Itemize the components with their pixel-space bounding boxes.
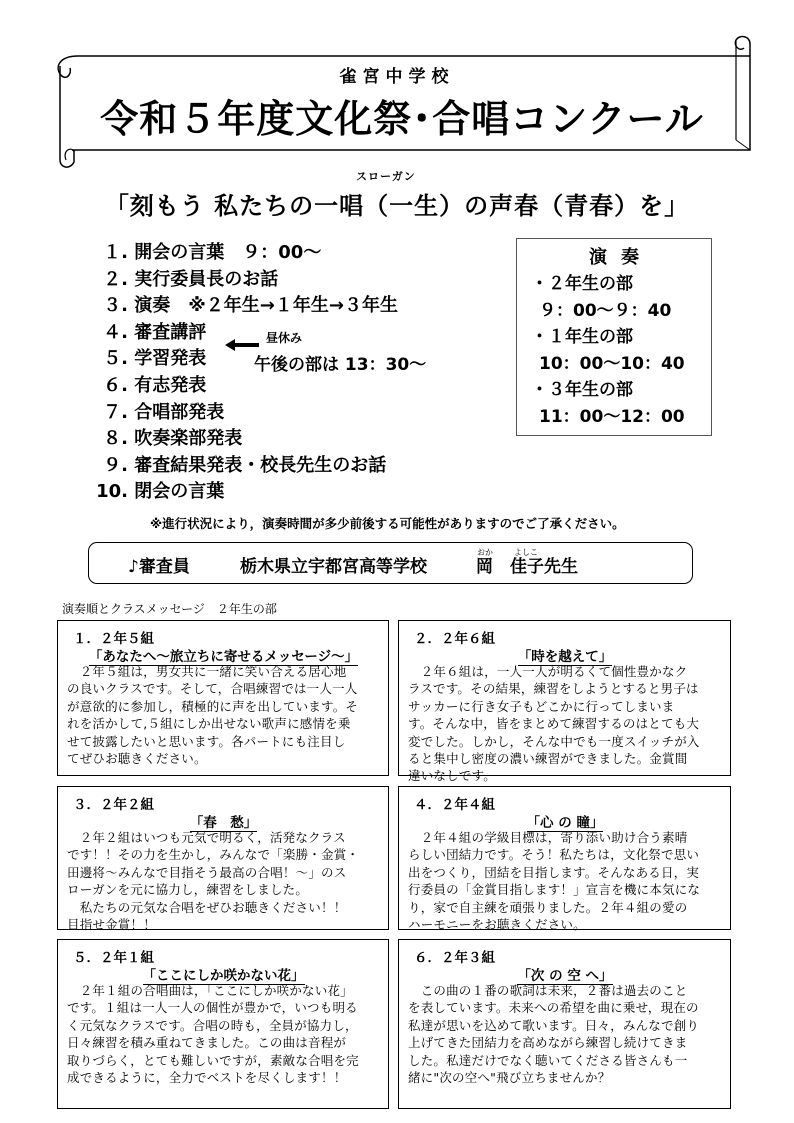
class-card	[57, 786, 389, 933]
performance-line: ・３年生の部	[531, 380, 633, 400]
afternoon-start: 午後の部は 13：30～	[254, 355, 427, 375]
performance-line: ・２年生の部	[531, 274, 633, 294]
program-item: ３. 演奏 ※２年生→１年生→３年生	[103, 295, 398, 317]
program-item: ５. 学習発表	[103, 348, 207, 370]
class-card	[57, 939, 389, 1109]
performance-line: ・１年生の部	[531, 327, 633, 347]
program-item: ６. 有志発表	[103, 374, 207, 396]
program-item: ９. 審査結果発表・校長先生のお話	[103, 454, 387, 476]
program-item: ２. 実行委員長のお話	[103, 268, 279, 290]
school-name: 雀宮中学校	[339, 67, 455, 87]
song-title: 「次 の 空 へ」	[517, 968, 613, 984]
judge-surname-ruby: おか	[477, 548, 493, 557]
performance-schedule	[516, 238, 712, 436]
song-title: 「ここにしか咲かない花」	[142, 968, 305, 984]
class-heading: １．２年５組	[73, 631, 154, 647]
program-item: ７. 合唱部発表	[103, 401, 225, 423]
class-heading: ６．２年３組	[414, 950, 495, 966]
performance-line: ９：00～９：40	[539, 300, 672, 321]
song-title: 「時を越えて」	[517, 649, 613, 665]
class-message: ２年６組は，一人一人が明るくて個性豊かなク ラスです。その結果，練習をしようとすると男子は サッカーに行き女子もどこかに行ってしまいま す。そんな中，皆をまとめて練習するのはとても大 変でした。しかし，そんな中でも一度スイッチが入 ると集中し密度の濃い練習ができました。金賞間 違いなしです。	[408, 664, 700, 784]
page-title: 令和５年度文化祭･合唱コンクール	[100, 96, 704, 141]
song-title: 「心 の 瞳」	[526, 815, 604, 831]
class-message: ２年２組はいつも元気で明るく，活発なクラス です！！その力を生かし，みんなで「楽勝・金賞・ 田邊将～みんなで目指そう最高の合唱！～」のス ローガンを元に協力し，練習をしました。 私たちの元気な合唱をぜひお聴きください！！ 目指せ金賞！！	[67, 830, 360, 933]
slogan: 「刻もう 私たちの一唱（一生）の声春（青春）を」	[104, 191, 690, 220]
notice: ※進行状況により，演奏時間が多少前後する可能性がありますのでご了承ください。	[150, 516, 625, 531]
judge-school: 栃木県立宇都宮高等学校	[240, 557, 427, 577]
class-heading: ４．２年４組	[414, 797, 495, 813]
judge-surname: 岡	[476, 557, 493, 577]
class-heading: ２．２年６組	[414, 631, 495, 647]
class-heading: ３．２年２組	[73, 797, 154, 813]
class-card	[398, 786, 731, 933]
program-item: １. 開会の言葉 ９：00～	[103, 242, 322, 263]
performance-line: 11：00～12：00	[539, 406, 685, 427]
judge-given-ruby: よしこ	[514, 548, 538, 557]
class-message: ２年１組の合唱曲は，「ここにしか咲かない花」 です。１組は一人一人の個性が豊かで，いつも明る く元気なクラスです。合唱の時も，全員が協力し， 日々練習を積み重ねてきました。この曲は音程が 取りづらく，とても難しいですが，素敵な合唱を完 成できるように，全力でベストを尽くします！！	[67, 983, 359, 1086]
program-item: 10. 閉会の言葉	[96, 481, 225, 503]
class-card	[57, 620, 389, 776]
judge-given-name: 佳子先生	[510, 557, 578, 577]
judge-label: ♪審査員	[128, 557, 190, 577]
lunch-label: 昼休み	[266, 331, 303, 345]
class-message: ２年５組は，男女共に一緒に笑い合える居心地 の良いクラスです。そして，合唱練習では一人一人 が意欲的に参加し，積極的に声を出しています。そ れを活かして,５組にしか出せない歌声に感情を乗 せて披露したいと思います。各パートにも注目し てぜひお聴きください。	[67, 664, 359, 767]
class-heading: ５．２年１組	[73, 950, 154, 966]
performance-heading: 演奏	[589, 247, 653, 268]
class-card	[398, 620, 731, 784]
class-message: ２年４組の学級目標は，寄り添い助け合う素晴 らしい団結力です。そう！私たちは，文化祭で思い 出をつくり，団結を目指します。そんなある日，実 行委員の「金賞目指します！」宣言を機に本気にな り，家で自主練を頑張りました。２年４組の愛の ハーモニーをお聴きください。	[408, 830, 701, 933]
slogan-ruby: スローガン	[356, 170, 416, 183]
program-item: ８. 吹奏楽部発表	[103, 428, 243, 450]
song-title: 「春 愁」	[189, 815, 258, 831]
performance-line: 10：00～10：40	[539, 353, 685, 374]
program-item: ４. 審査講評	[103, 321, 207, 343]
section-title: 演奏順とクラスメッセージ ２年生の部	[62, 602, 277, 616]
class-card	[398, 939, 731, 1109]
song-title: 「あなたへ～旅立ちに寄せるメッセージ～」	[88, 649, 359, 665]
class-message: この曲の１番の歌詞は未来，２番は過去のこと を表しています。未来への希望を曲に乗せ，現在の 私達が思いを込めて歌います。日々，みんなで創り 上げてきた団結力を高めながら練習し続けてきま した。私達だけでなく聴いてくださる皆さんも一 緒に"次の空へ"飛び立ちませんか？	[408, 983, 700, 1086]
